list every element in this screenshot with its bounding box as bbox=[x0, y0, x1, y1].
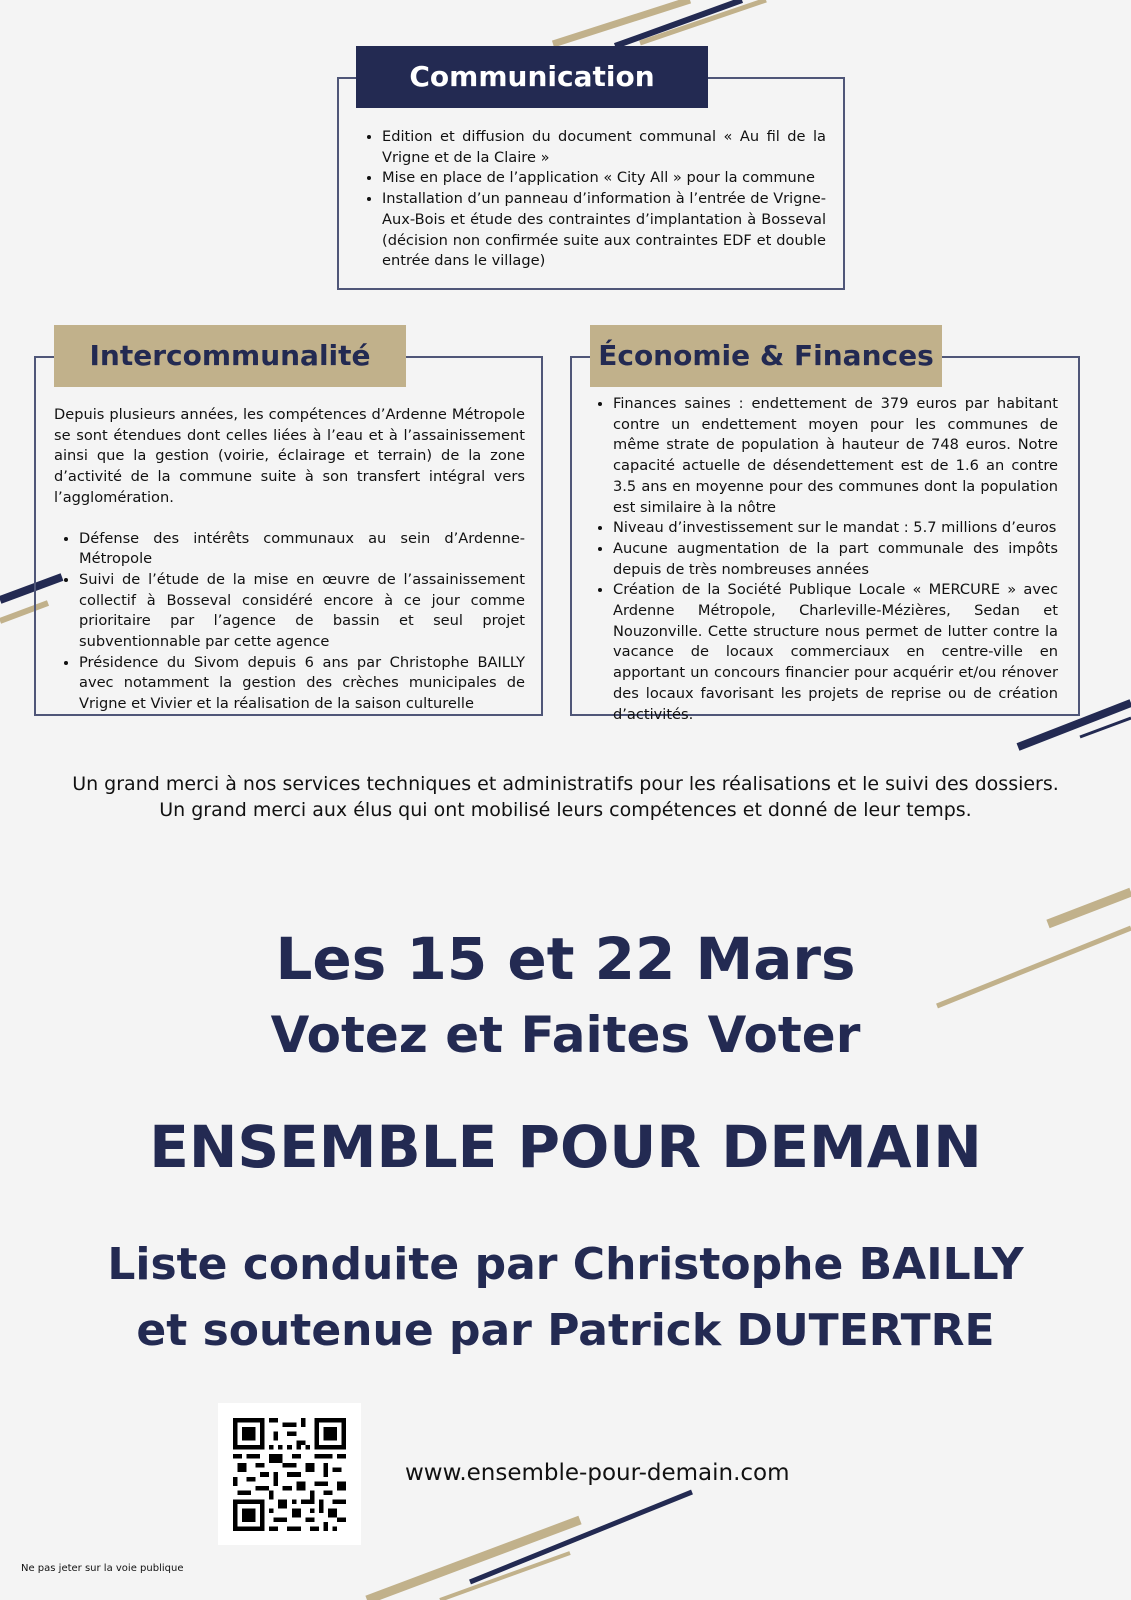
list-item: • Mise en place de l’application « City All » pour la commune bbox=[382, 168, 826, 189]
qr-code-icon[interactable] bbox=[218, 1403, 361, 1545]
intercommunalite-list bbox=[54, 529, 525, 715]
list-item: • Suivi de l’étude de la mise en œuvre de l’assainissement collectif à Bosseval considéré encore à ce jour comme prioritaire par l’agence de bassin et seul projet subventionnable par cette agence bbox=[79, 570, 525, 653]
communication-content bbox=[357, 127, 826, 272]
communication-list bbox=[357, 127, 826, 272]
footer-note: Ne pas jeter sur la voie publique bbox=[21, 1563, 184, 1574]
economie-content bbox=[588, 394, 1058, 725]
economie-title: Économie & Finances bbox=[590, 325, 942, 387]
list-item: • Aucune augmentation de la part communale des impôts depuis de très nombreuses années bbox=[613, 539, 1058, 580]
lead-line-1: Liste conduite par Christophe BAILLY bbox=[107, 1239, 1024, 1290]
election-call: Votez et Faites Voter bbox=[270, 1006, 861, 1064]
website-link[interactable]: www.ensemble-pour-demain.com bbox=[405, 1460, 790, 1486]
list-item: • Edition et diffusion du document communal « Au fil de la Vrigne et de la Claire » bbox=[382, 127, 826, 168]
list-item: • Défense des intérêts communaux au sein d’Ardenne-Métropole bbox=[79, 529, 525, 570]
intercommunalite-intro: Depuis plusieurs années, les compétences d’Ardenne Métropole se sont étendues dont celles liées à l’eau et à l’assainissement ainsi que la gestion (voirie, éclairage et terrain) de la zone d’activité de la commune suite à son transfert intégral vers l’agglomération. bbox=[54, 406, 525, 506]
list-item: • Finances saines : endettement de 379 euros par habitant contre un endettement moyen pour les communes de même strate de population à hauteur de 748 euros. Notre capacité actuelle de désendettement est de 1.6 an contre 3.5 ans en moyenne pour des communes dont la population est similaire à la nôtre bbox=[613, 394, 1058, 518]
intercommunalite-title: Intercommunalité bbox=[54, 325, 406, 387]
list-item: • Niveau d’investissement sur le mandat : 5.7 millions d’euros bbox=[613, 518, 1058, 539]
election-dates: Les 15 et 22 Mars bbox=[275, 925, 856, 993]
lead-line-2: et soutenue par Patrick DUTERTRE bbox=[136, 1305, 995, 1356]
list-item: • Création de la Société Publique Locale « MERCURE » avec Ardenne Métropole, Charleville-Mézières, Sedan et Nouzonville. Cette structure nous permet de lutter contre la vacance de locaux commerciaux en centre-ville en apportant un concours financier pour acquérir et/ou rénover des locaux favorisant les projets de reprise ou de création d’activités. bbox=[613, 580, 1058, 725]
thanks-block bbox=[0, 771, 1131, 823]
slogan: ENSEMBLE POUR DEMAIN bbox=[149, 1113, 982, 1181]
list-item: • Installation d’un panneau d’information à l’entrée de Vrigne-Aux-Bois et étude des contraintes d’implantation à Bosseval (décision non confirmée suite aux contraintes EDF et double entrée dans le village) bbox=[382, 189, 826, 272]
thanks-line-1: Un grand merci à nos services techniques et administratifs pour les réalisations et le suivi des dossiers. bbox=[72, 773, 1059, 795]
list-item: • Présidence du Sivom depuis 6 ans par Christophe BAILLY avec notamment la gestion des crèches municipales de Vrigne et Vivier et la réalisation de la saison culturelle bbox=[79, 653, 525, 715]
intercommunalite-content bbox=[54, 405, 525, 715]
communication-title: Communication bbox=[356, 46, 708, 108]
thanks-line-2: Un grand merci aux élus qui ont mobilisé leurs compétences et donné de leur temps. bbox=[159, 799, 972, 821]
economie-list bbox=[588, 394, 1058, 725]
